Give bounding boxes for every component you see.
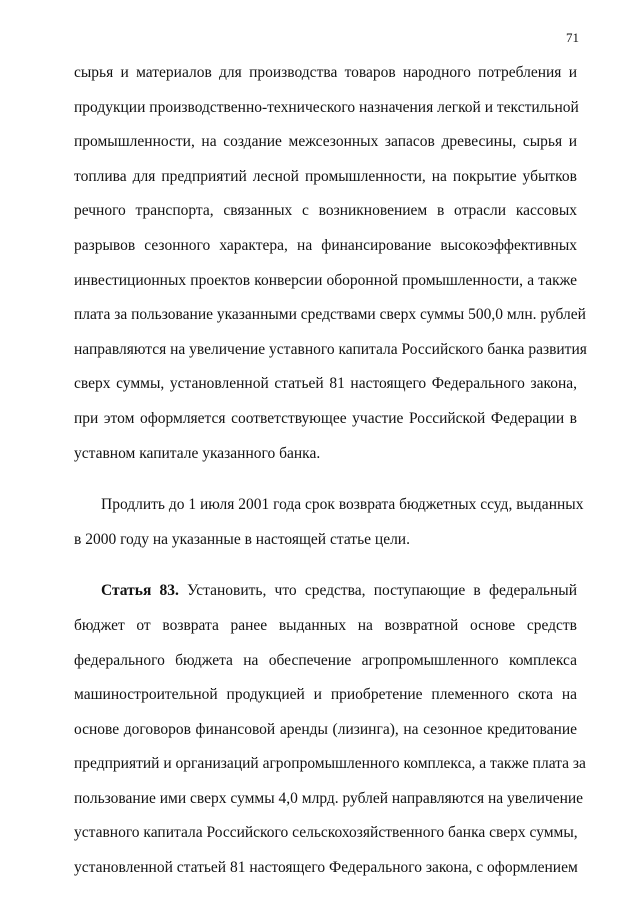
text-line: бюджет от возврата ранее выданных на возвратной основе средств xyxy=(74,616,577,634)
text-line: предприятий и организаций агропромышленного комплекса, а также плата за xyxy=(74,755,586,773)
document-body xyxy=(74,56,587,886)
paragraph-spacer xyxy=(74,471,577,488)
text-line xyxy=(74,574,577,609)
paragraph-loan-extension xyxy=(74,488,584,557)
article-83-first-line-text: Установить, что средства, поступающие в федеральный xyxy=(178,582,577,600)
text-line: при этом оформляется соответствующее участие Российской Федерации в xyxy=(74,409,577,427)
text-line: направляются на увеличение уставного капитала Российского банка развития xyxy=(74,340,587,358)
text-line: топлива для предприятий лесной промышленности, на покрытие убытков xyxy=(74,167,577,185)
text-line: сырья и материалов для производства товаров народного потребления и xyxy=(74,64,577,81)
page-number: 71 xyxy=(566,30,579,45)
text-line: машиностроительной продукцией и приобретение племенного скота на xyxy=(74,686,577,704)
text-line: пользование ими сверх суммы 4,0 млрд. рублей направляются на увеличение xyxy=(74,789,584,807)
article-number-label: Статья 83. xyxy=(101,582,179,600)
text-line: инвестиционных проектов конверсии оборонной промышленности, а также xyxy=(74,271,577,289)
paragraph-funds-allocation xyxy=(74,56,587,471)
text-line: плата за пользование указанными средствами сверх суммы 500,0 млн. рублей xyxy=(74,306,586,324)
text-line: промышленности, на создание межсезонных запасов древесины, сырья и xyxy=(74,133,577,151)
text-line: уставном капитале указанного банка. xyxy=(74,444,321,462)
text-line: основе договоров финансовой аренды (лизинга), на сезонное кредитование xyxy=(74,720,577,738)
text-line: в 2000 году на указанные в настоящей статье цели. xyxy=(74,530,410,548)
text-line: установленной статьей 81 настоящего Федерального закона, с оформлением xyxy=(74,859,578,877)
paragraph-spacer xyxy=(74,557,577,574)
text-line: продукции производственно-технического назначения легкой и текстильной xyxy=(74,98,579,116)
text-line: речного транспорта, связанных с возникновением в отрасли кассовых xyxy=(74,202,577,220)
text-line: разрывов сезонного характера, на финансирование высокоэффективных xyxy=(74,236,577,254)
text-line: сверх суммы, установленной статьей 81 настоящего Федерального закона, xyxy=(74,375,577,393)
text-line: Продлить до 1 июля 2001 года срок возврата бюджетных ссуд, выданных xyxy=(101,496,584,514)
paragraph-article-83 xyxy=(74,574,586,885)
text-line: федерального бюджета на обеспечение агропромышленного комплекса xyxy=(74,651,577,669)
text-line: уставного капитала Российского сельскохозяйственного банка сверх суммы, xyxy=(74,824,578,842)
